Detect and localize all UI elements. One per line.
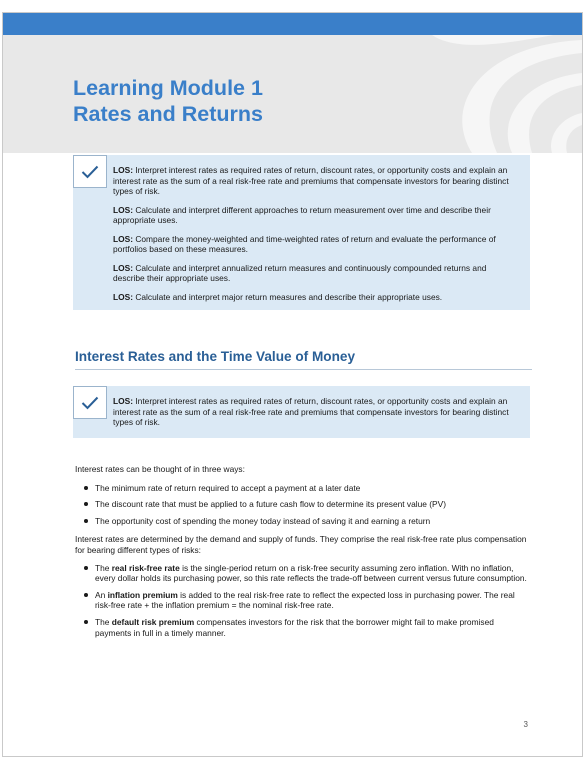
page-number: 3 [523,720,528,729]
los-text: Interpret interest rates as required rates of return, discount rates, or opportunity costs and explain an interest rate as the sum of a real risk-free rate and premiums that compensate investors for bearing distinct types of risk. [113,165,509,196]
list-item: The minimum rate of return required to accept a payment at a later date [75,483,531,494]
los-item [113,205,516,226]
term-bold: real risk-free rate [111,562,180,573]
checkmark-icon [81,165,99,179]
los-label: LOS: [113,204,134,215]
components-list [75,563,531,639]
module-title-line2: Rates and Returns [73,102,263,126]
term-bold: inflation premium [107,589,178,600]
list-item: The discount rate that must be applied to a future cash flow to determine its present value (PV) [75,499,531,510]
los-label: LOS: [113,291,134,302]
intro-paragraph: Interest rates can be thought of in three ways: [75,464,245,474]
los-text: Calculate and interpret annualized return measures and continuously compounded returns and describe their appropriate uses. [113,262,487,283]
los-checkmark [73,155,107,188]
los-item [113,165,516,197]
module-header [3,35,582,153]
los-item [113,396,516,428]
los-checkmark [73,386,107,419]
ways-list [75,483,531,527]
los-item [113,292,516,303]
los-text: Calculate and interpret different approaches to return measurement over time and describe their appropriate uses. [113,204,491,225]
list-item: An inflation premium is added to the real risk-free rate to reflect the expected loss in purchasing power. The real risk-free rate + the inflation premium = the nominal risk-free rate. [75,590,531,611]
module-title-line1: Learning Module 1 [73,76,263,100]
los-label: LOS: [113,396,134,406]
module-title [73,75,263,127]
determinants-paragraph: Interest rates are determined by the demand and supply of funds. They comprise the real risk-free rate plus compensation for bearing different types of risks: [75,534,527,555]
los-item [113,263,516,284]
body-content [75,464,531,644]
section-heading: Interest Rates and the Time Value of Money [75,349,532,370]
los-item [113,234,516,255]
page [2,12,583,757]
term-bold: default risk premium [111,616,195,627]
los-text: Interpret interest rates as required rates of return, discount rates, or opportunity costs and explain an interest rate as the sum of a real risk-free rate and premiums that compensate investors for bearing distinct types of risk. [113,396,509,427]
los-box-section [73,386,530,438]
los-text: Calculate and interpret major return measures and describe their appropriate uses. [135,291,443,302]
checkmark-icon [81,396,99,410]
los-label: LOS: [113,262,134,273]
list-item: The opportunity cost of spending the money today instead of saving it and earning a return [75,516,531,527]
los-text: Compare the money-weighted and time-weighted rates of return and evaluate the performance of portfolios based on these measures. [113,233,496,254]
swirl-decoration-icon [402,35,582,153]
los-label: LOS: [113,233,134,244]
los-box-module [73,155,530,310]
list-item: The default risk premium compensates investors for the risk that the borrower might fail to make promised payments in full in a timely manner. [75,617,531,638]
los-label: LOS: [113,165,134,175]
top-accent-bar [3,13,582,35]
list-item: The real risk-free rate is the single-period return on a risk-free security assuming zero inflation. With no inflation, every dollar holds its purchasing power, so this rate reflects the trade-off between current versus future consumption. [75,563,531,584]
